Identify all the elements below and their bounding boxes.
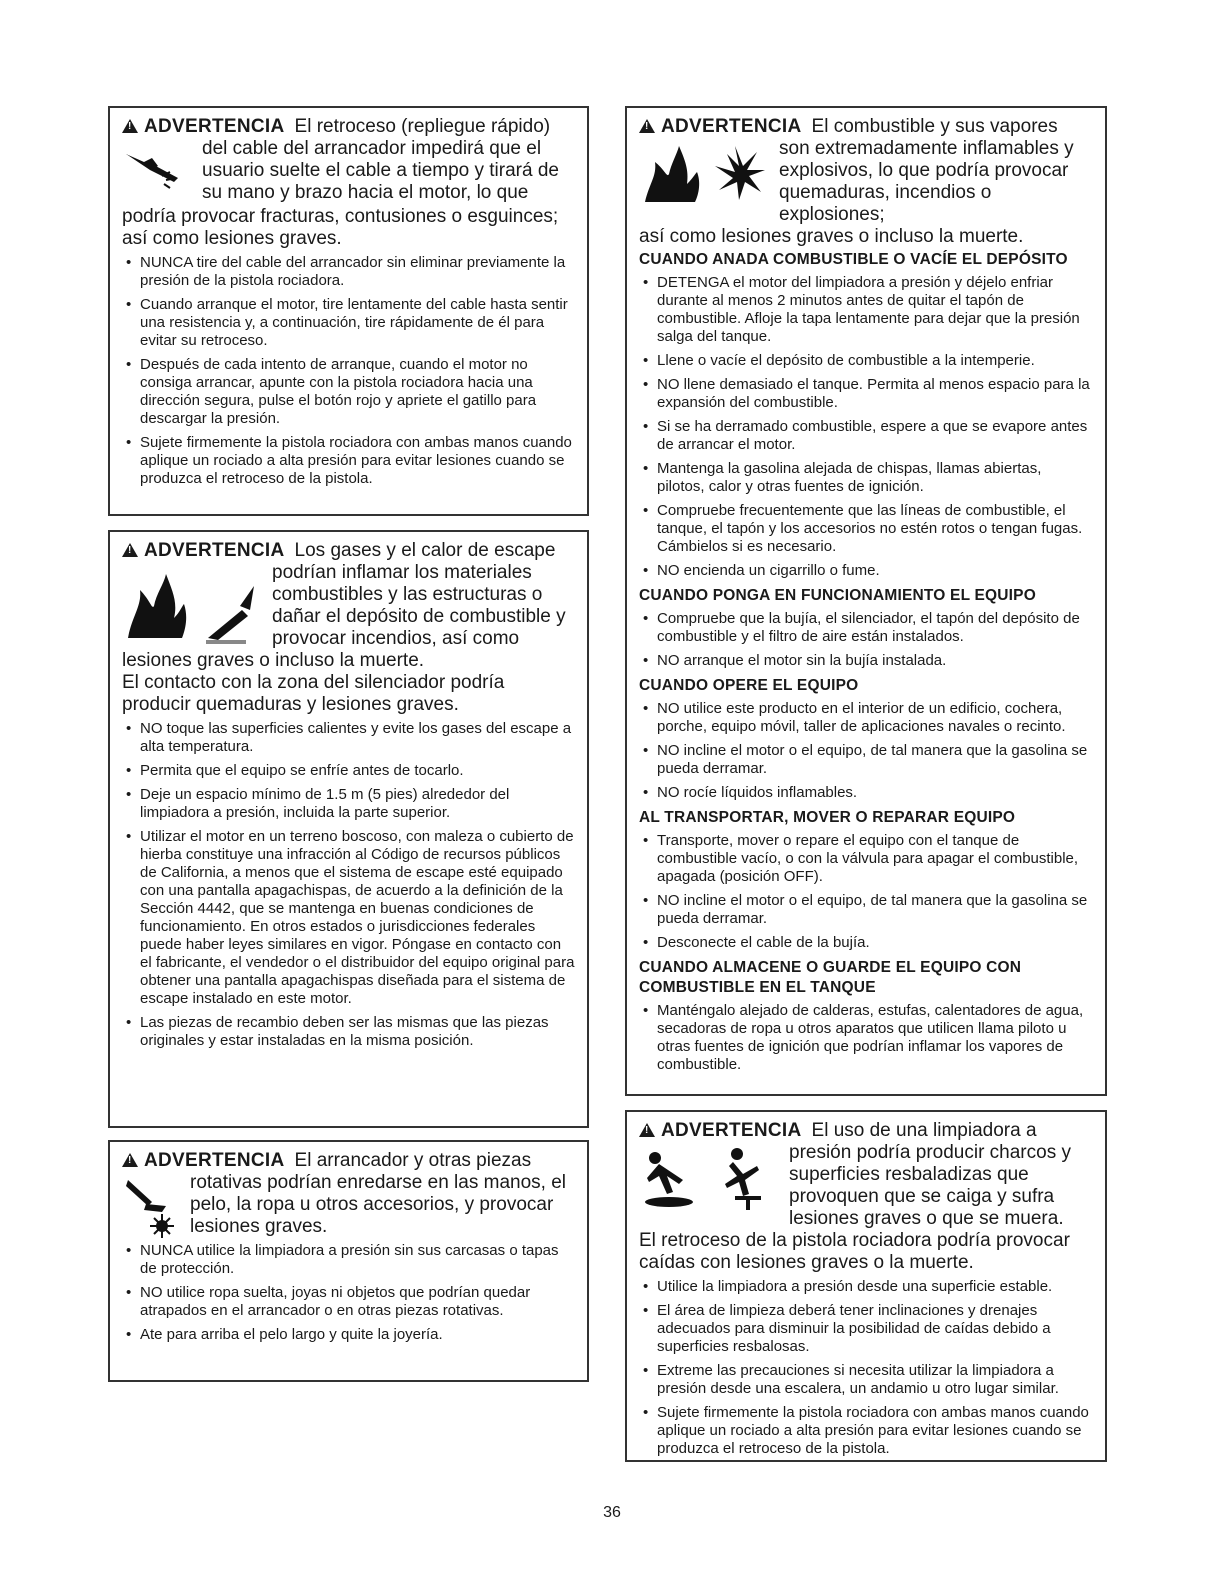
list-item: • NO encienda un cigarrillo o fume.: [639, 562, 1093, 580]
list-item: • Permita que el equipo se enfríe antes de tocarlo.: [122, 762, 575, 780]
list-item: • Cuando arranque el motor, tire lentamente del cable hasta sentir una resistencia y, a continuación, tire rápidamente de él para evitar su retroceso.: [122, 296, 575, 350]
list-item: • Sujete firmemente la pistola rociadora con ambas manos cuando aplique un rociado a alta presión para evitar lesiones cuando se produzca el retroceso de la pistola.: [639, 1404, 1093, 1458]
warning-box-slip: !ADVERTENCIA El uso de una limpiadora a presión podría producir charcos y superficies resbaladizas que provoquen que se caiga y sufra lesiones graves o que se muera. El retroceso de la pistola rociadora podría provocar caídas con lesiones graves o la muerte. • Utilice la limpiadora a presión desde una superficie estable. • El área de limpieza deberá tener inclinaciones y drenajes adecuados para disminuir la posibilidad de caídas debido a superficies resbalosas. • Extreme las precauciones si necesita utilizar la limpiadora a presión desde una escalera, un andamio u otro lugar similar. • Sujete firmemente la pistola rociadora con ambas manos cuando aplique un rociado a alta presión para evitar lesiones cuando se produzca el retroceso de la pistola.: [625, 1110, 1107, 1462]
warning-triangle-icon: [122, 543, 138, 557]
list-item: • NO rocíe líquidos inflamables.: [639, 784, 1093, 802]
section-heading: AL TRANSPORTAR, MOVER O REPARAR EQUIPO: [639, 809, 1016, 826]
entanglement-icon: [122, 1174, 180, 1238]
list-item: • Ate para arriba el pelo largo y quite la joyería.: [122, 1326, 575, 1344]
section-heading: CUANDO PONGA EN FUNCIONAMIENTO EL EQUIPO: [639, 587, 1036, 604]
list-item: • NO llene demasiado el tanque. Permita al menos espacio para la expansión del combustible.: [639, 376, 1093, 412]
warning-box-fuel: !ADVERTENCIA El combustible y sus vapores son extremadamente inflamables y explosivos, lo que podría provocar quemaduras, incendios o explosiones; así como lesiones graves o incluso la muerte. CUANDO ANADA COMBUSTIBLE O VACÍE EL DEPÓSITO • DETENGA el motor del limpiadora a presión y déjelo enfriar durante al menos 2 minutos antes de quitar el tapón de combustible. Afloje la tapa lentamente para dejar que la presión salga del tanque. • Llene o vacíe el depósito de combustible a la intemperie. • NO llene demasiado el tanque. Permita al menos espacio para la expansión del combustible. • Si se ha derramado combustible, espere a que se evapore antes de arrancar el motor. • Mantenga la gasolina alejada de chispas, llamas abiertas, pilotos, calor y otras fuentes de ignición. • Compruebe frecuentemente que las líneas de combustible, el tanque, el tapón y los accesorios no estén rotos o tengan fugas. Cámbielos si es necesario. • NO encienda un cigarrillo o fume. CUANDO PONGA EN FUNCIONAMIENTO EL EQUIPO • Compruebe que la bujía, el silenciador, el tapón del depósito de combustible y el filtro de aire están instalados. • NO arranque el motor sin la bujía instalada. CUANDO OPERE EL EQUIPO • NO utilice este producto en el interior de un edificio, cochera, porche, equipo móvil, taller de aplicaciones navales o recinto. • NO incline el motor o el equipo, de tal manera que la gasolina se pueda derramar. • NO rocíe líquidos inflamables. AL TRANSPORTAR, MOVER O REPARAR EQUIPO • Transporte, mover o repare el equipo con el tanque de combustible vacío, o con la válvula para apagar el combustible, apagada (posición OFF). • NO incline el motor o el equipo, de tal manera que la gasolina se pueda derramar. • Desconecte el cable de la bujía. CUANDO ALMACENE O GUARDE EL EQUIPO CON COMBUSTIBLE EN EL TANQUE • Manténgalo alejado de calderas, estufas, calentadores de agua, secadoras de ropa u otros aparatos que utilicen llama piloto u otras fuentes de ignición que podrían inflamar los vapores de combustible.: [625, 106, 1107, 1096]
list-item: • NO incline el motor o el equipo, de tal manera que la gasolina se pueda derramar.: [639, 892, 1093, 928]
list-item: • Desconecte el cable de la bujía.: [639, 934, 1093, 952]
slip-list: [639, 1278, 1093, 1458]
list-item: • Utilice la limpiadora a presión desde una superficie estable.: [639, 1278, 1093, 1296]
fire-explosion-icon: [639, 140, 769, 206]
list-item: • Después de cada intento de arranque, cuando el motor no consiga arrancar, apunte con la pistola rociadora hacia una dirección segura, pulse el botón rojo y apriete el gatillo para descargar la presión.: [122, 356, 575, 428]
list-item: • NO utilice ropa suelta, joyas ni objetos que podrían quedar atrapados en el arrancador o en otras piezas rotativas.: [122, 1284, 575, 1320]
warning-triangle-icon: [639, 1123, 655, 1137]
list-item: • Extreme las precauciones si necesita utilizar la limpiadora a presión desde una escalera, un andamio u otro lugar similar.: [639, 1362, 1093, 1398]
list-item: • Mantenga la gasolina alejada de chispas, llamas abiertas, pilotos, calor y otras fuentes de ignición.: [639, 460, 1093, 496]
list-item: • NUNCA tire del cable del arrancador sin eliminar previamente la presión de la pistola rociadora.: [122, 254, 575, 290]
recoil-list: [122, 254, 575, 488]
list-item: • Sujete firmemente la pistola rociadora con ambas manos cuando aplique un rociado a alta presión para evitar lesiones cuando se produzca el retroceso de la pistola.: [122, 434, 575, 488]
rotating-list: [122, 1242, 575, 1344]
section-heading: CUANDO OPERE EL EQUIPO: [639, 677, 859, 694]
list-item: • DETENGA el motor del limpiadora a presión y déjelo enfriar durante al menos 2 minutos antes de quitar el tapón de combustible. Afloje la tapa lentamente para dejar que la presión salga del tanque.: [639, 274, 1093, 346]
list-item: • Utilizar el motor en un terreno boscoso, con maleza o cubierto de hierba constituye una infracción al Código de recursos públicos de California, a menos que el sistema de escape esté equipado con una pantalla apagachispas, de acuerdo a la definición de la Sección 4442, que se mantenga en buenas condiciones de funcionamiento. En otros estados o jurisdicciones federales puede haber leyes similares en vigor. Póngase en contacto con el fabricante, el vendedor o el distribuidor del equipo original para obtener una pantalla apagachispas diseñada para el sistema de escape instalado en este motor.: [122, 828, 575, 1008]
list-item: • Si se ha derramado combustible, espere a que se evapore antes de arrancar el motor.: [639, 418, 1093, 454]
warning-box-recoil: !ADVERTENCIA El retroceso (repliegue rápido) del cable del arrancador impedirá que el usuario suelte el cable a tiempo y tirará de su mano y brazo hacia el motor, lo que podría provocar fracturas, contusiones o esguinces; así como lesiones graves. • NUNCA tire del cable del arrancador sin eliminar previamente la presión de la pistola rociadora. • Cuando arranque el motor, tire lentamente del cable hasta sentir una resistencia y, a continuación, tire rápidamente de él para evitar su retroceso. • Después de cada intento de arranque, cuando el motor no consiga arrancar, apunte con la pistola rociadora hacia una dirección segura, pulse el botón rojo y apriete el gatillo para descargar la presión. • Sujete firmemente la pistola rociadora con ambas manos cuando aplique un rociado a alta presión para evitar lesiones cuando se produzca el retroceso de la pistola.: [108, 106, 589, 516]
list-item: • NO arranque el motor sin la bujía instalada.: [639, 652, 1093, 670]
fire-exhaust-icon: [122, 566, 262, 646]
list-item: • Compruebe frecuentemente que las líneas de combustible, el tanque, el tapón y los accesorios no estén rotos o tengan fugas. Cámbielos si es necesario.: [639, 502, 1093, 556]
warning-triangle-icon: [639, 119, 655, 133]
list-item: • Manténgalo alejado de calderas, estufas, calentadores de agua, secadoras de ropa u otros aparatos que utilicen llama piloto u otras fuentes de ignición que podrían inflamar los vapores de combustible.: [639, 1002, 1093, 1074]
page-number: 36: [603, 1504, 621, 1521]
list-item: • NUNCA utilice la limpiadora a presión sin sus carcasas o tapas de protección.: [122, 1242, 575, 1278]
list-item: • El área de limpieza deberá tener inclinaciones y drenajes adecuados para disminuir la posibilidad de caídas debido a superficies resbalosas.: [639, 1302, 1093, 1356]
slip-fall-icon: [639, 1144, 779, 1210]
recoil-hand-icon: [122, 140, 192, 206]
list-item: • NO incline el motor o el equipo, de tal manera que la gasolina se pueda derramar.: [639, 742, 1093, 778]
list-item: • Compruebe que la bujía, el silenciador, el tapón del depósito de combustible y el filtro de aire están instalados.: [639, 610, 1093, 646]
list-item: • Llene o vacíe el depósito de combustible a la intemperie.: [639, 352, 1093, 370]
warning-box-exhaust: !ADVERTENCIA Los gases y el calor de escape podrían inflamar los materiales combustibles y las estructuras o dañar el depósito de combustible y provocar incendios, así como lesiones graves o incluso la muerte. El contacto con la zona del silenciador podría producir quemaduras y lesiones graves. • NO toque las superficies calientes y evite los gases del escape a alta temperatura. • Permita que el equipo se enfríe antes de tocarlo. • Deje un espacio mínimo de 1.5 m (5 pies) alrededor del limpiadora a presión, incluida la parte superior. • Utilizar el motor en un terreno boscoso, con maleza o cubierto de hierba constituye una infracción al Código de recursos públicos de California, a menos que el sistema de escape esté equipado con una pantalla apagachispas, de acuerdo a la definición de la Sección 4442, que se mantenga en buenas condiciones de funcionamiento. En otros estados o jurisdicciones federales puede haber leyes similares en vigor. Póngase en contacto con el fabricante, el vendedor o el distribuidor del equipo original para obtener una pantalla apagachispas diseñada para el sistema de escape instalado en este motor. • Las piezas de recambio deben ser las mismas que las piezas originales y estar instaladas en la misma posición.: [108, 530, 589, 1128]
list-item: • NO utilice este producto en el interior de un edificio, cochera, porche, equipo móvil, taller de aplicaciones navales o recinto.: [639, 700, 1093, 736]
section-heading: CUANDO ANADA COMBUSTIBLE O VACÍE EL DEPÓSITO: [639, 251, 1068, 268]
warning-triangle-icon: [122, 1153, 138, 1167]
warning-triangle-icon: [122, 119, 138, 133]
section-heading: CUANDO ALMACENE O GUARDE EL EQUIPO CON COMBUSTIBLE EN EL TANQUE: [639, 959, 1022, 996]
exhaust-list: [122, 720, 575, 1050]
list-item: • NO toque las superficies calientes y evite los gases del escape a alta temperatura.: [122, 720, 575, 756]
warning-box-rotating-parts: !ADVERTENCIA El arrancador y otras piezas rotativas podrían enredarse en las manos, el pelo, la ropa u otros accesorios, y provocar lesiones graves. • NUNCA utilice la limpiadora a presión sin sus carcasas o tapas de protección. • NO utilice ropa suelta, joyas ni objetos que podrían quedar atrapados en el arrancador o en otras piezas rotativas. • Ate para arriba el pelo largo y quite la joyería.: [108, 1140, 589, 1382]
list-item: • Transporte, mover o repare el equipo con el tanque de combustible vacío, o con la válvula para apagar el combustible, apagada (posición OFF).: [639, 832, 1093, 886]
list-item: • Deje un espacio mínimo de 1.5 m (5 pies) alrededor del limpiadora a presión, incluida la parte superior.: [122, 786, 575, 822]
warning-keyword: ADVERTENCIA: [144, 116, 285, 137]
list-item: • Las piezas de recambio deben ser las mismas que las piezas originales y estar instaladas en la misma posición.: [122, 1014, 575, 1050]
